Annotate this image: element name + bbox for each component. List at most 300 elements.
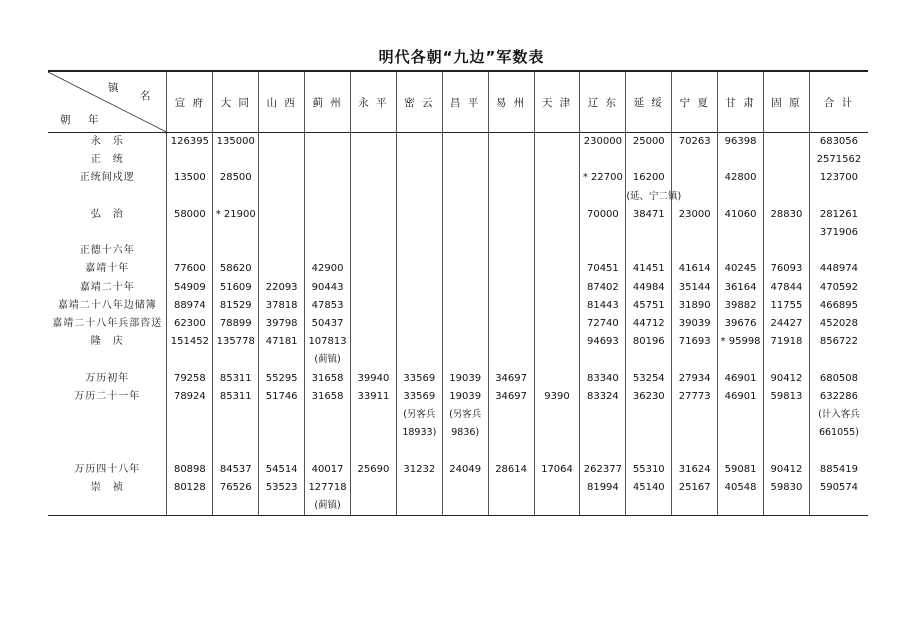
value-cell — [396, 297, 442, 315]
era-cell: 隆 庆 — [90, 336, 124, 348]
value-cell: 72740 — [580, 315, 626, 333]
value-cell — [442, 242, 488, 260]
value-cell: 36230 — [626, 388, 672, 406]
value-cell: 13500 — [167, 169, 213, 187]
value-cell: (延、宁二镇) — [626, 188, 672, 206]
value-cell — [442, 279, 488, 297]
value-cell: 77600 — [167, 260, 213, 278]
value-cell: 18933) — [396, 424, 442, 442]
value-cell: 83324 — [580, 388, 626, 406]
value-cell: 70263 — [672, 133, 718, 152]
value-cell: 80898 — [167, 461, 213, 479]
value-cell — [672, 424, 718, 442]
value-cell: * 21900 — [213, 206, 259, 224]
value-cell — [442, 333, 488, 351]
value-cell — [167, 424, 213, 442]
value-cell: 80128 — [167, 479, 213, 497]
value-cell: 83340 — [580, 370, 626, 388]
column-header: 宁 夏 — [672, 71, 718, 133]
value-cell: 27934 — [672, 370, 718, 388]
value-cell: 51609 — [213, 279, 259, 297]
value-cell — [259, 406, 305, 424]
value-cell — [396, 333, 442, 351]
value-cell: 90412 — [764, 370, 810, 388]
value-cell: 78899 — [213, 315, 259, 333]
era-cell: 正德十六年 — [79, 245, 135, 257]
value-cell: 19039 — [442, 370, 488, 388]
value-cell: 2571562 — [809, 151, 868, 169]
value-cell — [305, 206, 351, 224]
value-cell — [442, 315, 488, 333]
value-cell: * 22700 — [580, 169, 626, 187]
value-cell — [534, 260, 580, 278]
value-cell: 123700 — [809, 169, 868, 187]
value-cell — [167, 406, 213, 424]
value-cell: 39940 — [350, 370, 396, 388]
value-cell — [350, 279, 396, 297]
value-cell — [626, 242, 672, 260]
value-cell — [488, 315, 534, 333]
value-cell — [534, 279, 580, 297]
value-cell: 85311 — [213, 388, 259, 406]
value-cell — [350, 315, 396, 333]
value-cell: 590574 — [809, 479, 868, 497]
era-cell — [48, 497, 167, 516]
value-cell — [350, 260, 396, 278]
value-cell — [213, 151, 259, 169]
value-cell — [764, 133, 810, 152]
value-cell — [534, 133, 580, 152]
value-cell — [213, 242, 259, 260]
value-cell: 53254 — [626, 370, 672, 388]
value-cell — [350, 206, 396, 224]
value-cell — [764, 188, 810, 206]
value-cell — [259, 224, 305, 242]
value-cell: 80196 — [626, 333, 672, 351]
value-cell — [442, 151, 488, 169]
value-cell: (另客兵 — [396, 406, 442, 424]
value-cell — [350, 479, 396, 497]
value-cell — [809, 242, 868, 260]
value-cell: 24049 — [442, 461, 488, 479]
value-cell — [442, 206, 488, 224]
era-cell: 正 统 — [90, 154, 124, 166]
value-cell — [396, 242, 442, 260]
value-cell: 27773 — [672, 388, 718, 406]
value-cell: 46901 — [718, 370, 764, 388]
value-cell: 45140 — [626, 479, 672, 497]
value-cell: 661055) — [809, 424, 868, 442]
value-cell: 35144 — [672, 279, 718, 297]
value-cell: 281261 — [809, 206, 868, 224]
value-cell — [718, 406, 764, 424]
value-cell — [534, 315, 580, 333]
value-cell: 59813 — [764, 388, 810, 406]
value-cell: (另客兵 — [442, 406, 488, 424]
value-cell — [167, 188, 213, 206]
value-cell: 31232 — [396, 461, 442, 479]
column-header: 蓟 州 — [305, 71, 351, 133]
value-cell: 371906 — [809, 224, 868, 242]
value-cell — [350, 133, 396, 152]
value-cell — [488, 279, 534, 297]
value-cell: 45751 — [626, 297, 672, 315]
value-cell — [396, 497, 442, 516]
value-cell — [764, 442, 810, 460]
value-cell: 25167 — [672, 479, 718, 497]
table-row — [48, 315, 868, 333]
value-cell: 50437 — [305, 315, 351, 333]
value-cell — [213, 224, 259, 242]
table-row — [48, 242, 868, 260]
value-cell — [488, 188, 534, 206]
value-cell — [718, 188, 764, 206]
value-cell — [488, 206, 534, 224]
value-cell: 84537 — [213, 461, 259, 479]
value-cell: 71693 — [672, 333, 718, 351]
value-cell: 44712 — [626, 315, 672, 333]
value-cell — [442, 224, 488, 242]
era-cell: 嘉靖二十年 — [79, 281, 135, 293]
value-cell — [396, 224, 442, 242]
value-cell — [764, 497, 810, 516]
value-cell: 452028 — [809, 315, 868, 333]
value-cell: 39039 — [672, 315, 718, 333]
value-cell — [213, 424, 259, 442]
value-cell — [167, 497, 213, 516]
value-cell: 31890 — [672, 297, 718, 315]
value-cell: 81443 — [580, 297, 626, 315]
value-cell — [534, 370, 580, 388]
column-header: 大 同 — [213, 71, 259, 133]
value-cell: 38471 — [626, 206, 672, 224]
value-cell — [350, 188, 396, 206]
value-cell: 36164 — [718, 279, 764, 297]
military-table — [48, 70, 868, 516]
value-cell — [396, 206, 442, 224]
table-row — [48, 479, 868, 497]
value-cell — [488, 224, 534, 242]
value-cell — [305, 406, 351, 424]
value-cell: 16200 — [626, 169, 672, 187]
value-cell — [534, 242, 580, 260]
value-cell — [534, 406, 580, 424]
value-cell — [305, 151, 351, 169]
value-cell: 470592 — [809, 279, 868, 297]
value-cell — [442, 442, 488, 460]
value-cell — [534, 497, 580, 516]
value-cell — [809, 351, 868, 369]
value-cell — [259, 169, 305, 187]
value-cell — [396, 442, 442, 460]
value-cell: 42800 — [718, 169, 764, 187]
value-cell: 25000 — [626, 133, 672, 152]
value-cell — [259, 188, 305, 206]
value-cell — [259, 133, 305, 152]
value-cell: 856722 — [809, 333, 868, 351]
column-header: 甘 肃 — [718, 71, 764, 133]
column-header: 延 绥 — [626, 71, 672, 133]
value-cell — [764, 351, 810, 369]
value-cell — [396, 279, 442, 297]
value-cell: 81529 — [213, 297, 259, 315]
table-row — [48, 133, 868, 152]
value-cell: 76526 — [213, 479, 259, 497]
table-row — [48, 406, 868, 424]
value-cell — [534, 188, 580, 206]
value-cell — [442, 260, 488, 278]
table-row — [48, 442, 868, 460]
value-cell: 37818 — [259, 297, 305, 315]
value-cell: 40245 — [718, 260, 764, 278]
value-cell — [305, 133, 351, 152]
value-cell — [626, 442, 672, 460]
value-cell: 79258 — [167, 370, 213, 388]
value-cell: 28830 — [764, 206, 810, 224]
value-cell: 25690 — [350, 461, 396, 479]
value-cell — [213, 351, 259, 369]
value-cell: 39676 — [718, 315, 764, 333]
table-row — [48, 351, 868, 369]
value-cell — [488, 424, 534, 442]
value-cell: 680508 — [809, 370, 868, 388]
corner-label-dynasty: 朝 — [60, 114, 73, 126]
value-cell — [350, 224, 396, 242]
era-cell — [48, 442, 167, 460]
header-row — [48, 71, 868, 133]
value-cell — [764, 242, 810, 260]
value-cell — [580, 351, 626, 369]
corner-label-town: 镇 — [108, 82, 121, 94]
era-cell — [48, 188, 167, 206]
value-cell — [580, 497, 626, 516]
value-cell — [396, 169, 442, 187]
value-cell — [672, 351, 718, 369]
value-cell: (蓟镇) — [305, 351, 351, 369]
table-row — [48, 424, 868, 442]
table-row — [48, 206, 868, 224]
value-cell — [764, 406, 810, 424]
value-cell — [488, 260, 534, 278]
value-cell: 47844 — [764, 279, 810, 297]
era-cell: 永 乐 — [90, 136, 124, 147]
value-cell: 41614 — [672, 260, 718, 278]
value-cell: 9390 — [534, 388, 580, 406]
table-row — [48, 279, 868, 297]
value-cell — [305, 224, 351, 242]
value-cell — [167, 242, 213, 260]
value-cell: 85311 — [213, 370, 259, 388]
value-cell — [396, 315, 442, 333]
value-cell — [305, 242, 351, 260]
value-cell: 78924 — [167, 388, 213, 406]
value-cell: 127718 — [305, 479, 351, 497]
value-cell — [350, 333, 396, 351]
value-cell: 31658 — [305, 388, 351, 406]
era-cell: 万历二十一年 — [74, 390, 141, 402]
value-cell — [167, 442, 213, 460]
value-cell — [534, 169, 580, 187]
value-cell — [534, 479, 580, 497]
value-cell — [259, 206, 305, 224]
value-cell: 135778 — [213, 333, 259, 351]
value-cell: 94693 — [580, 333, 626, 351]
value-cell — [488, 479, 534, 497]
value-cell: 24427 — [764, 315, 810, 333]
value-cell — [809, 188, 868, 206]
value-cell — [350, 351, 396, 369]
value-cell — [672, 169, 718, 187]
value-cell — [259, 260, 305, 278]
value-cell: 33569 — [396, 370, 442, 388]
value-cell: 81994 — [580, 479, 626, 497]
value-cell: 34697 — [488, 388, 534, 406]
value-cell — [259, 242, 305, 260]
value-cell — [350, 406, 396, 424]
value-cell — [534, 424, 580, 442]
value-cell: 59081 — [718, 461, 764, 479]
value-cell: 58620 — [213, 260, 259, 278]
value-cell: (计入客兵 — [809, 406, 868, 424]
column-header: 固 原 — [764, 71, 810, 133]
value-cell: 54909 — [167, 279, 213, 297]
value-cell — [626, 424, 672, 442]
value-cell: 33569 — [396, 388, 442, 406]
value-cell: (蓟镇) — [305, 497, 351, 516]
value-cell: 19039 — [442, 388, 488, 406]
value-cell: 22093 — [259, 279, 305, 297]
value-cell — [350, 297, 396, 315]
table-row — [48, 151, 868, 169]
value-cell: 90412 — [764, 461, 810, 479]
value-cell — [305, 424, 351, 442]
value-cell — [718, 224, 764, 242]
value-cell — [534, 297, 580, 315]
value-cell — [672, 497, 718, 516]
value-cell: 28614 — [488, 461, 534, 479]
value-cell — [396, 260, 442, 278]
table-row — [48, 370, 868, 388]
column-header: 山 西 — [259, 71, 305, 133]
column-header: 辽 东 — [580, 71, 626, 133]
value-cell — [396, 479, 442, 497]
value-cell — [626, 406, 672, 424]
value-cell: 53523 — [259, 479, 305, 497]
value-cell — [580, 406, 626, 424]
column-header: 易 州 — [488, 71, 534, 133]
value-cell — [718, 497, 764, 516]
value-cell — [580, 224, 626, 242]
era-cell: 嘉靖十年 — [85, 263, 130, 275]
value-cell — [259, 442, 305, 460]
value-cell: 126395 — [167, 133, 213, 152]
value-cell: 107813 — [305, 333, 351, 351]
value-cell — [764, 169, 810, 187]
value-cell — [626, 351, 672, 369]
value-cell: 39882 — [718, 297, 764, 315]
era-cell: 弘 治 — [90, 208, 124, 220]
value-cell — [488, 297, 534, 315]
value-cell — [305, 169, 351, 187]
value-cell — [350, 497, 396, 516]
era-cell — [48, 224, 167, 242]
value-cell — [213, 497, 259, 516]
value-cell — [534, 224, 580, 242]
value-cell — [350, 442, 396, 460]
value-cell — [580, 442, 626, 460]
value-cell — [626, 224, 672, 242]
era-cell: 万历初年 — [85, 372, 130, 384]
value-cell: 96398 — [718, 133, 764, 152]
value-cell: 41451 — [626, 260, 672, 278]
era-cell: 正统间戍逻 — [79, 172, 135, 184]
value-cell: 33911 — [350, 388, 396, 406]
value-cell — [259, 351, 305, 369]
value-cell — [442, 188, 488, 206]
value-cell — [580, 424, 626, 442]
value-cell — [488, 169, 534, 187]
value-cell: 40548 — [718, 479, 764, 497]
value-cell — [350, 242, 396, 260]
value-cell — [259, 151, 305, 169]
value-cell: 448974 — [809, 260, 868, 278]
value-cell: 58000 — [167, 206, 213, 224]
value-cell: 47181 — [259, 333, 305, 351]
value-cell — [534, 206, 580, 224]
value-cell — [396, 133, 442, 152]
value-cell: 46901 — [718, 388, 764, 406]
value-cell — [534, 442, 580, 460]
value-cell — [488, 133, 534, 152]
value-cell: 55310 — [626, 461, 672, 479]
value-cell: 23000 — [672, 206, 718, 224]
value-cell — [718, 151, 764, 169]
page-title: 明代各朝“九边”军数表 — [378, 48, 545, 66]
value-cell: 17064 — [534, 461, 580, 479]
value-cell: 151452 — [167, 333, 213, 351]
value-cell — [442, 479, 488, 497]
table-row — [48, 333, 868, 351]
value-cell — [442, 297, 488, 315]
value-cell: 51746 — [259, 388, 305, 406]
value-cell: 11755 — [764, 297, 810, 315]
value-cell — [488, 497, 534, 516]
value-cell — [488, 333, 534, 351]
table-row — [48, 297, 868, 315]
value-cell: 88974 — [167, 297, 213, 315]
value-cell: 62300 — [167, 315, 213, 333]
value-cell — [718, 424, 764, 442]
value-cell: 90443 — [305, 279, 351, 297]
value-cell — [213, 406, 259, 424]
value-cell — [718, 351, 764, 369]
era-cell — [48, 406, 167, 424]
value-cell — [534, 351, 580, 369]
value-cell — [764, 424, 810, 442]
value-cell: 9836) — [442, 424, 488, 442]
value-cell: 34697 — [488, 370, 534, 388]
value-cell — [672, 224, 718, 242]
value-cell: 31624 — [672, 461, 718, 479]
value-cell — [350, 424, 396, 442]
value-cell — [305, 442, 351, 460]
table-row — [48, 224, 868, 242]
era-cell: 嘉靖二十八年兵部咨送 — [52, 318, 163, 330]
value-cell — [213, 188, 259, 206]
value-cell — [672, 151, 718, 169]
value-cell — [488, 151, 534, 169]
corner-label-year: 年 — [88, 114, 101, 126]
